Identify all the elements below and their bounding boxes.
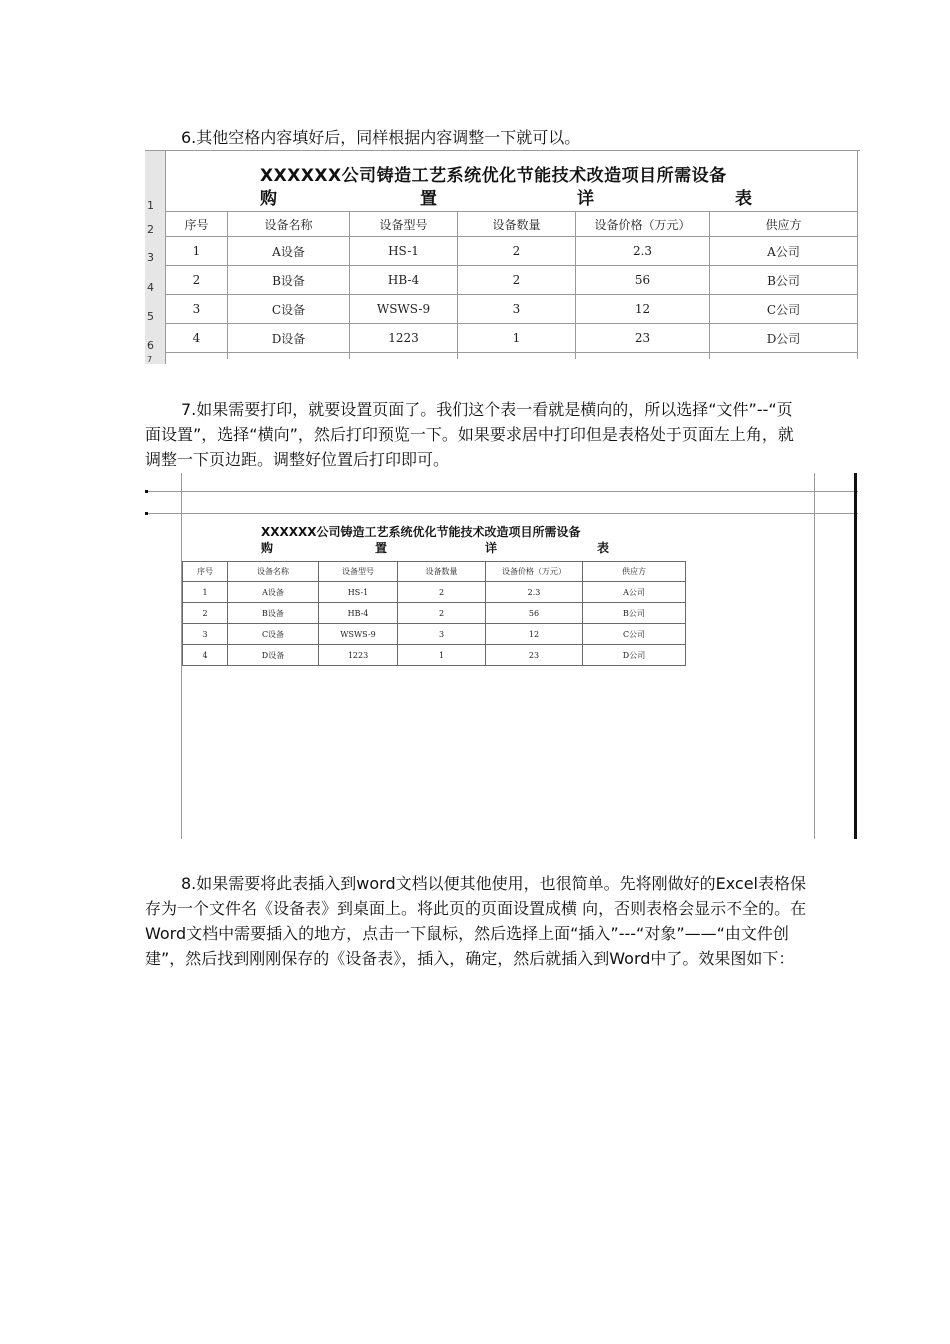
cell: 3 (183, 624, 228, 645)
row-number: 6 (147, 339, 154, 352)
cell: 4 (166, 324, 228, 353)
step6-paragraph: 6.其他空格内容填好后，同样根据内容调整一下就可以。 (181, 128, 581, 147)
print-preview-screenshot (145, 473, 858, 839)
cell: D公司 (583, 645, 686, 666)
cell: 2 (458, 237, 576, 266)
cell: WSWS-9 (319, 624, 398, 645)
cell: 2.3 (486, 582, 583, 603)
header-cell: 设备数量 (458, 212, 576, 237)
cell: B设备 (228, 266, 350, 295)
cell: B公司 (583, 603, 686, 624)
cell: C设备 (228, 295, 350, 324)
cell: 2 (183, 603, 228, 624)
spreadsheet-screenshot (145, 150, 860, 364)
row-number: 7 (147, 355, 153, 364)
cell: A设备 (228, 237, 350, 266)
cell: C公司 (583, 624, 686, 645)
preview-title-char: 详 (485, 541, 498, 555)
sheet-table (165, 211, 858, 359)
row-number: 4 (147, 281, 154, 294)
table-row (183, 624, 686, 645)
step8-paragraph: 8.如果需要将此表插入到word文档以便其他使用，也很简单。先将刚做好的Excel表格保存为一个文件名《设备表》到桌面上。将此页的页面设置成横 向，否则表格会显示不全的。在Word文档中需要插入的地方，点击一下鼠标，然后选择上面“插入”---“对象”——“由文件创建”，然后找到刚刚保存的《设备表》，插入，确定，然后就插入到Word中了。效果图如下： (145, 874, 807, 968)
cell: HS-1 (319, 582, 398, 603)
cell: A设备 (228, 582, 319, 603)
header-cell: 设备价格（万元） (576, 212, 710, 237)
cell: 1 (398, 645, 486, 666)
margin-line (145, 513, 858, 514)
preview-title-char: 表 (597, 541, 610, 555)
table-row (166, 295, 858, 324)
margin-line (814, 473, 815, 839)
sheet-title-char: 表 (735, 189, 752, 209)
cell: 1 (458, 324, 576, 353)
margin-marker (145, 490, 148, 493)
sheet-title-char: 详 (577, 189, 594, 209)
cell: D设备 (228, 324, 350, 353)
cell: B设备 (228, 603, 319, 624)
cell: 56 (576, 266, 710, 295)
preview-title-char: 购 (261, 541, 274, 555)
cell: D公司 (710, 324, 858, 353)
cell: A公司 (583, 582, 686, 603)
preview-title-char: 置 (375, 541, 388, 555)
table-row (183, 603, 686, 624)
row-number: 1 (147, 199, 154, 212)
cell: 3 (458, 295, 576, 324)
header-cell: 设备型号 (319, 562, 398, 582)
row-header-column (145, 151, 166, 364)
cell: 23 (486, 645, 583, 666)
row-number: 3 (147, 251, 154, 264)
header-cell: 设备型号 (350, 212, 458, 237)
cell: HB-4 (319, 603, 398, 624)
table-row (166, 266, 858, 295)
cell: 12 (576, 295, 710, 324)
cell: 23 (576, 324, 710, 353)
cell: B公司 (710, 266, 858, 295)
margin-line (145, 491, 858, 492)
cell: 4 (183, 645, 228, 666)
cell: 2.3 (576, 237, 710, 266)
cell: 2 (398, 582, 486, 603)
cell: 1 (166, 237, 228, 266)
cell: 3 (166, 295, 228, 324)
table-row (183, 645, 686, 666)
header-cell: 设备名称 (228, 562, 319, 582)
cell: HS-1 (350, 237, 458, 266)
header-cell: 序号 (166, 212, 228, 237)
cell: 56 (486, 603, 583, 624)
cell: A公司 (710, 237, 858, 266)
cell: WSWS-9 (350, 295, 458, 324)
table-row (166, 237, 858, 266)
cell: 2 (458, 266, 576, 295)
cell: C公司 (710, 295, 858, 324)
cell: 2 (166, 266, 228, 295)
header-cell: 序号 (183, 562, 228, 582)
header-cell: 设备数量 (398, 562, 486, 582)
header-cell: 供应方 (583, 562, 686, 582)
cell: D设备 (228, 645, 319, 666)
cell: 2 (398, 603, 486, 624)
sheet-title-line1: XXXXXX公司铸造工艺系统优化节能技术改造项目所需设备 (260, 166, 727, 186)
sheet-title-char: 购 (260, 189, 277, 209)
preview-title-line1: XXXXXX公司铸造工艺系统优化节能技术改造项目所需设备 (261, 525, 581, 539)
table-row (166, 324, 858, 353)
cell: 1223 (350, 324, 458, 353)
cell: 1223 (319, 645, 398, 666)
sheet-title-char: 置 (420, 189, 437, 209)
cell: HB-4 (350, 266, 458, 295)
table-row-empty (166, 353, 858, 360)
cell: 1 (183, 582, 228, 603)
preview-table (182, 561, 686, 666)
table-row (183, 582, 686, 603)
header-cell: 设备价格（万元） (486, 562, 583, 582)
sheet-title-cell (165, 151, 858, 212)
cell: C设备 (228, 624, 319, 645)
table-header-row (183, 562, 686, 582)
header-cell: 供应方 (710, 212, 858, 237)
header-cell: 设备名称 (228, 212, 350, 237)
cell: 12 (486, 624, 583, 645)
table-header-row (166, 212, 858, 237)
cell: 3 (398, 624, 486, 645)
page-edge (854, 473, 857, 839)
step7-paragraph: 7.如果需要打印，就要设置页面了。我们这个表一看就是横向的，所以选择“文件”--“页面设置”，选择“横向”，然后打印预览一下。如果要求居中打印但是表格处于页面左上角，就调整一下页边距。调整好位置后打印即可。 (145, 400, 794, 469)
margin-marker (145, 512, 148, 515)
row-number: 2 (147, 223, 154, 236)
row-number: 5 (147, 310, 154, 323)
